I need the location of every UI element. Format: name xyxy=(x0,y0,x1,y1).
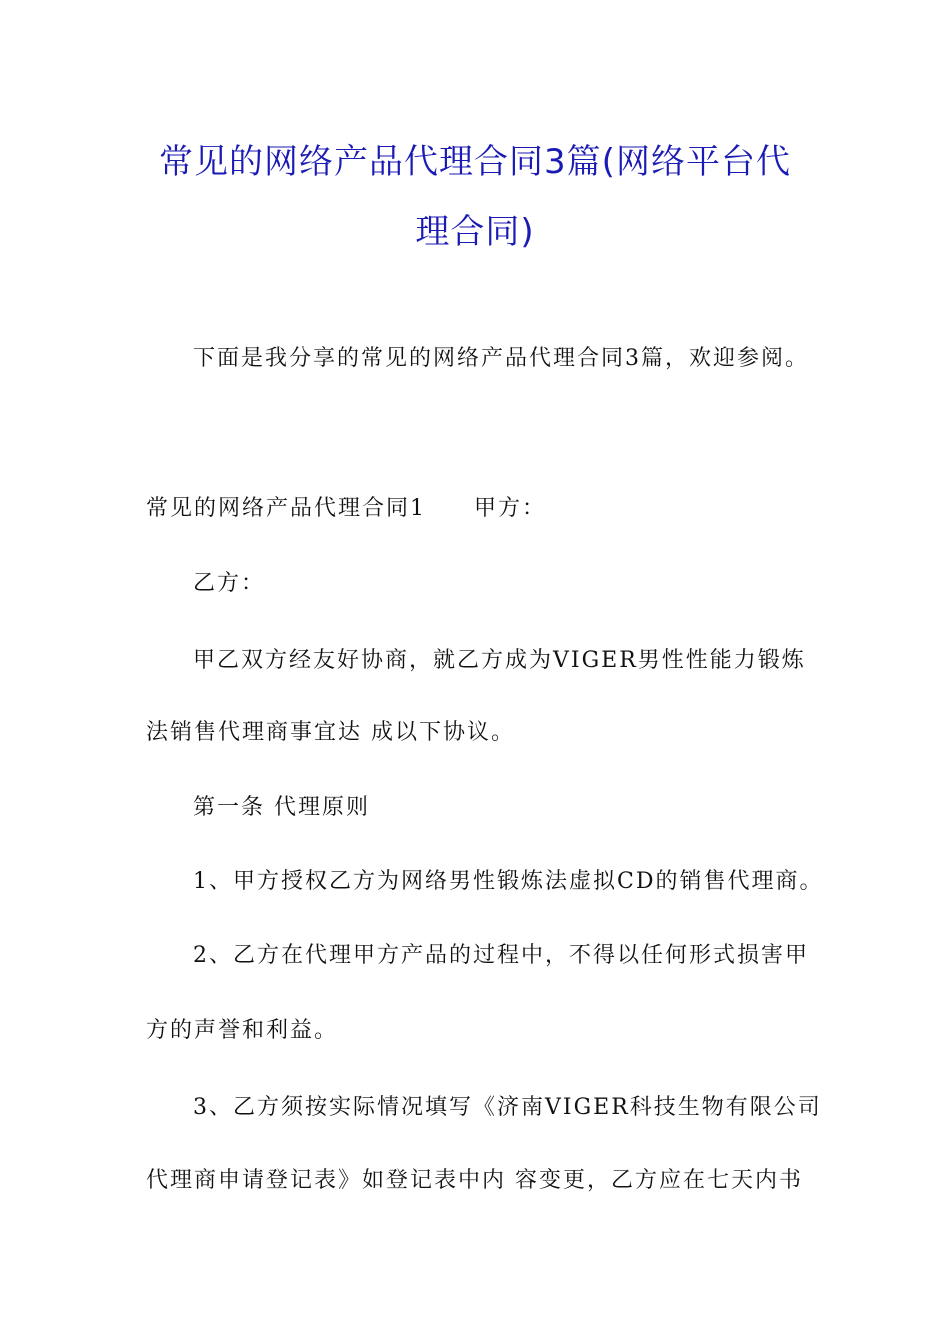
item-3-line-2: 代理商申请登记表》如登记表中内 容变更，乙方应在七天内书 xyxy=(146,1168,803,1193)
item-2-line-2: 方的声誉和利益。 xyxy=(146,1018,339,1043)
item-2-line-1: 2、乙方在代理甲方产品的过程中，不得以任何形式损害甲 xyxy=(193,943,809,968)
paragraph-1-line-1: 甲乙双方经友好协商，就乙方成为VIGER男性性能力锻炼 xyxy=(193,648,806,673)
paragraph-1-line-2: 法销售代理商事宜达 成以下协议。 xyxy=(146,720,515,745)
item-1: 1、甲方授权乙方为网络男性锻炼法虚拟CD的销售代理商。 xyxy=(193,869,824,894)
contract-heading: 常见的网络产品代理合同1 xyxy=(146,496,426,521)
party-b-label: 乙方： xyxy=(193,571,266,596)
item-3-line-1: 3、乙方须按实际情况填写《济南VIGER科技生物有限公司 xyxy=(193,1095,822,1120)
party-a-label: 甲方： xyxy=(474,496,547,521)
intro-paragraph: 下面是我分享的常见的网络产品代理合同3篇，欢迎参阅。 xyxy=(193,346,809,371)
contract-heading-row xyxy=(146,494,546,524)
document-title-line-1: 常见的网络产品代理合同3篇(网络平台代 xyxy=(159,142,791,182)
document-title-line-2: 理合同) xyxy=(415,212,535,252)
article-1-heading: 第一条 代理原则 xyxy=(193,795,370,820)
